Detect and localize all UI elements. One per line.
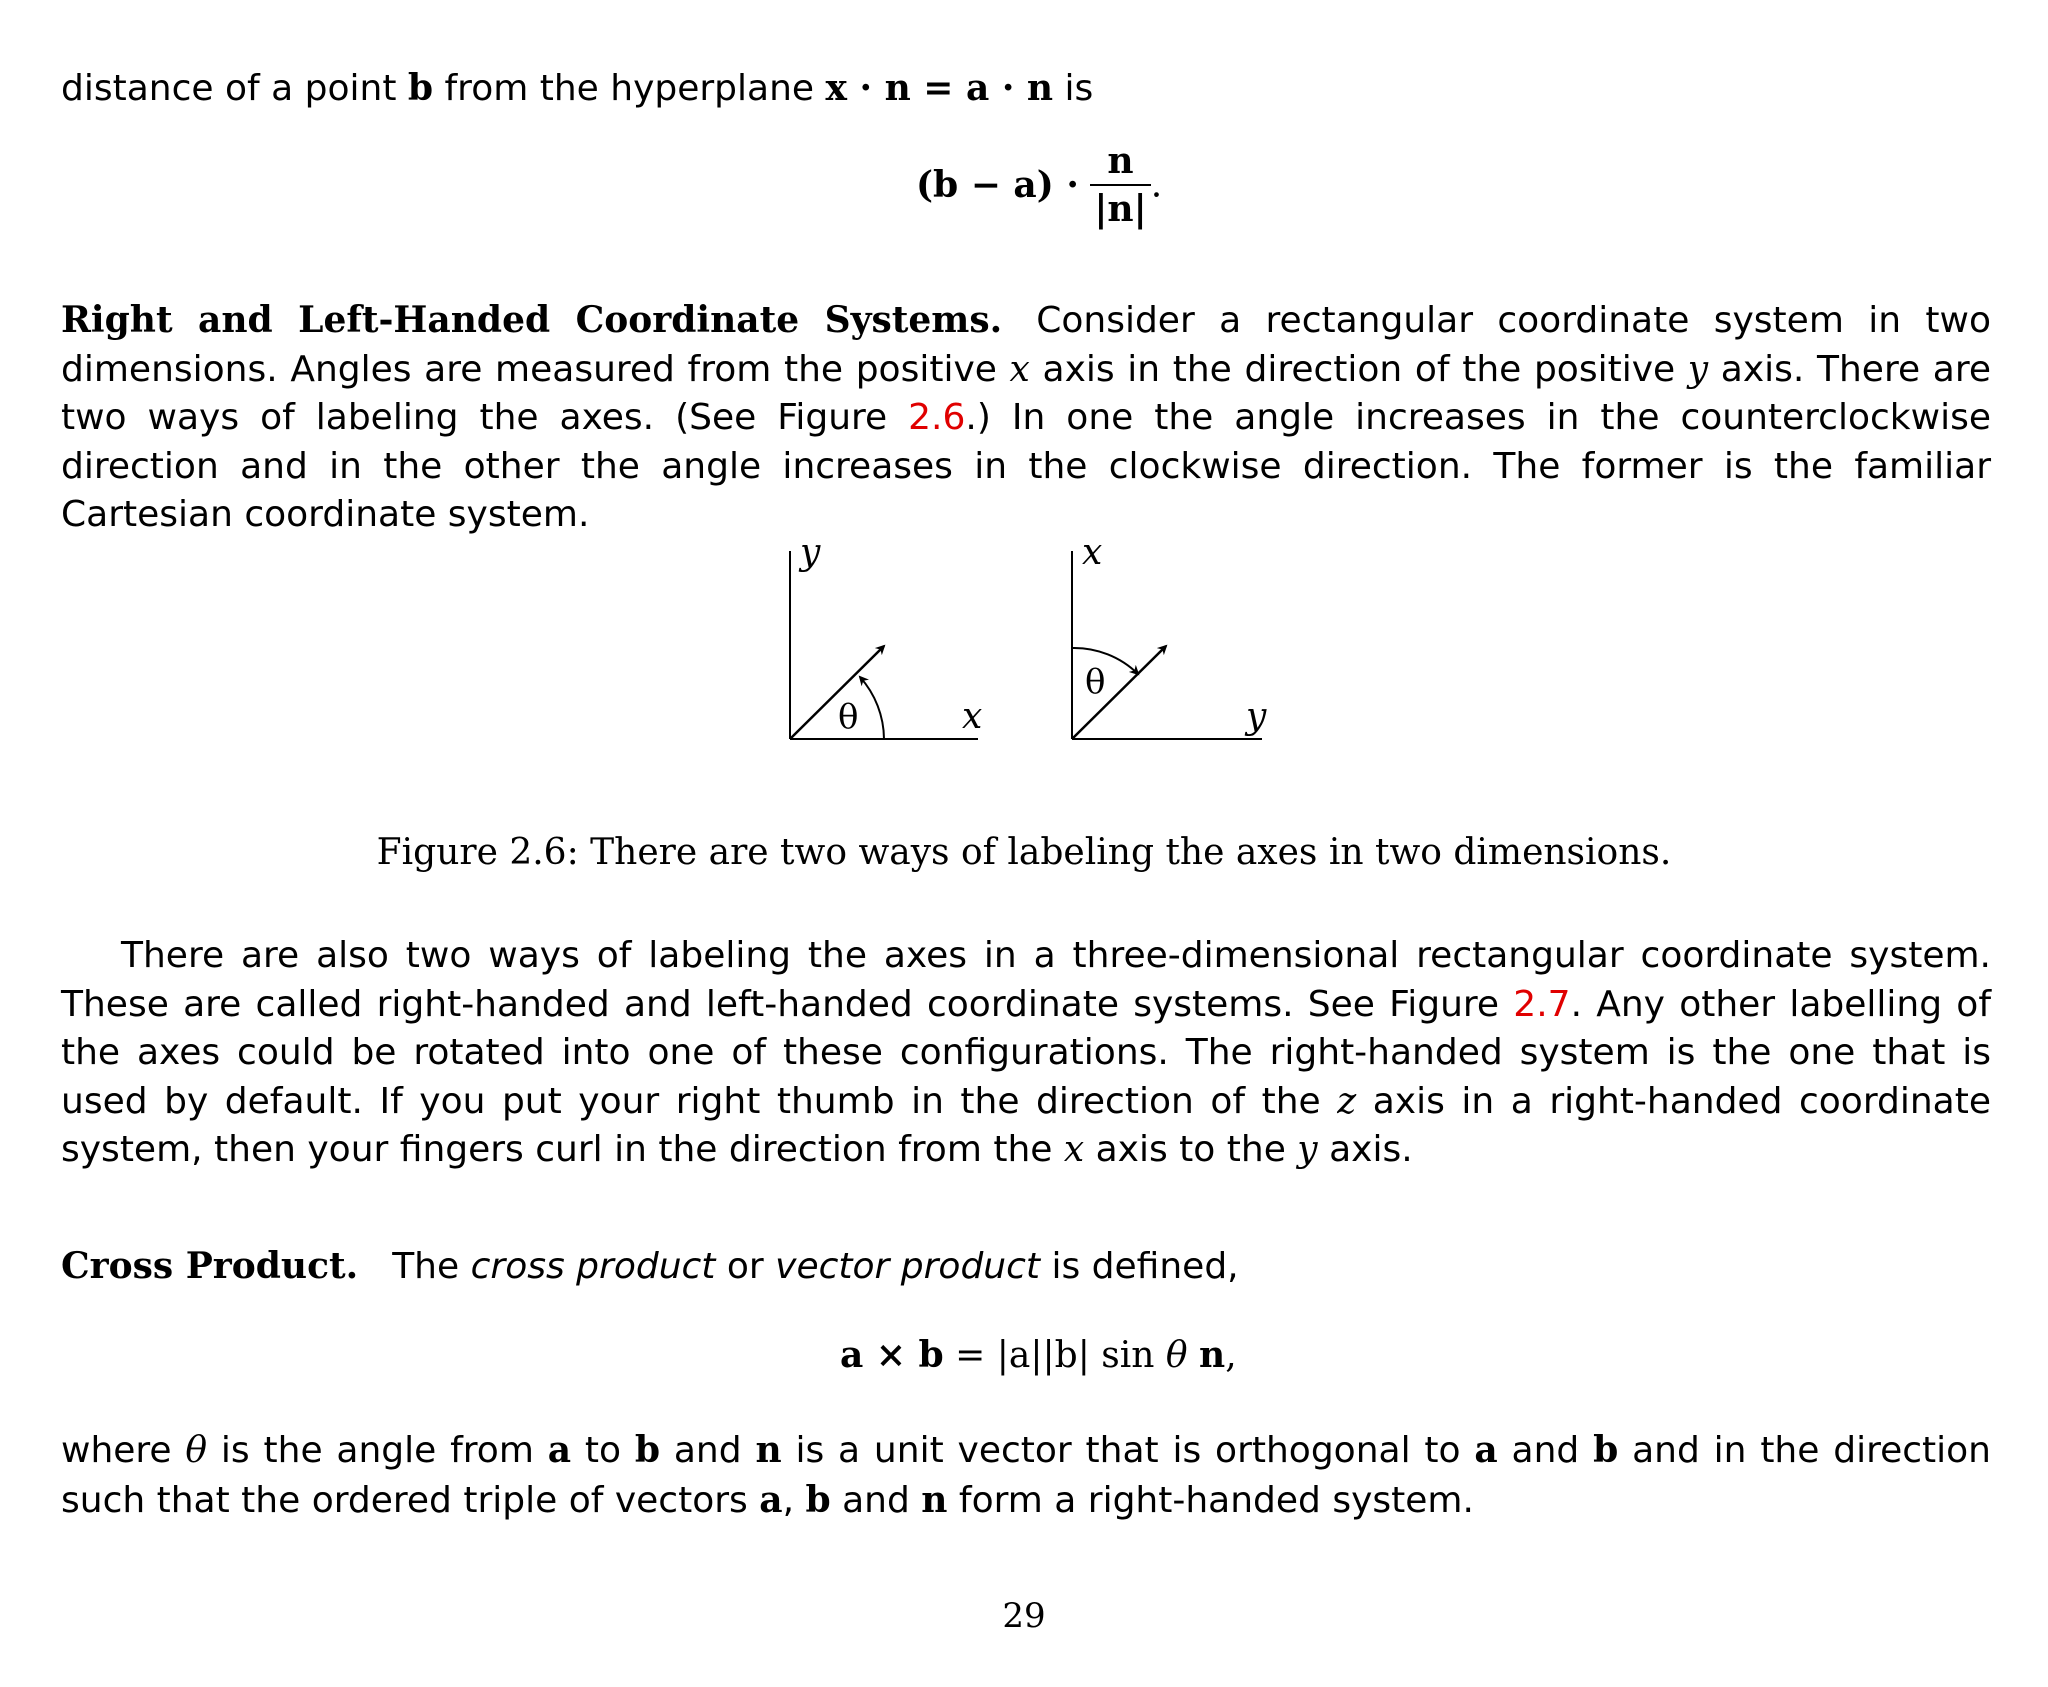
- figure-2-7-link[interactable]: 2.7: [1513, 983, 1571, 1025]
- page-number: 29: [1002, 1596, 1046, 1636]
- left-angle-label: θ: [838, 697, 859, 737]
- right-angle-label: θ: [1085, 662, 1106, 702]
- figure-2-6-link[interactable]: 2.6: [908, 397, 966, 438]
- coordinate-systems-paragraph: Right and Left-Handed Coordinate Systems. Consider a rectangular coordinate system in two dimensions. Angles are measured from the positive x axis in the direction of the positive y axis. There are two ways of labeling the axes. (See Figure 2.6.) In one the angle increases in the counterclockwise direction and in the other the angle increases in the clockwise direction. The former is the familiar Cartesian coordinate system.: [61, 299, 1992, 535]
- cross-product-intro: Cross Product. The cross product or vector product is defined,: [61, 1245, 1239, 1287]
- left-vector-arrow: [790, 646, 884, 739]
- distance-equation: (b − a) · $\frac{n}{|n|}$ .: [916, 140, 1163, 230]
- left-vertical-label: y: [800, 532, 821, 573]
- cross-product-definition-paragraph: where θ is the angle from a to b and n is a unit vector that is orthogonal to a and b and in the direction such that the ordered triple of vectors a, b and n form a right-handed system.: [61, 1429, 1991, 1521]
- cross-product-equation: a × b = |a||b| sin θ n,: [840, 1334, 1237, 1376]
- left-diagram: [790, 532, 982, 739]
- unit-normal-fraction: $\frac{n}{|n|}$: [1090, 138, 1150, 232]
- right-vertical-label: x: [1082, 532, 1103, 573]
- right-horizontal-label: y: [1246, 696, 1267, 737]
- left-angle-arc: [860, 677, 884, 739]
- section-heading-coordinate-systems: Right and Left-Handed Coordinate Systems.: [61, 299, 1003, 341]
- left-horizontal-label: x: [962, 696, 983, 737]
- three-dimensional-paragraph: There are also two ways of labeling the axes in a three-dimensional rectangular coordinate system. These are called right-handed and left-handed coordinate systems. See Figure 2.7. Any other labelling of the axes could be rotated into one of these configurations. The right-handed system is the one that is used by default. If you put your right thumb in the direction of the z axis in a right-handed coordinate system, then your fingers curl in the direction from the x axis to the y axis.: [61, 935, 1991, 1170]
- right-diagram: [1072, 532, 1267, 739]
- section-heading-cross-product: Cross Product.: [61, 1245, 359, 1287]
- figure-caption: Figure 2.6: There are two ways of labeling the axes in two dimensions.: [376, 832, 1672, 873]
- hyperplane-equation: x · n = a · n: [825, 67, 1054, 109]
- intro-line: distance of a point b from the hyperplane x · n = a · n is: [61, 67, 1094, 109]
